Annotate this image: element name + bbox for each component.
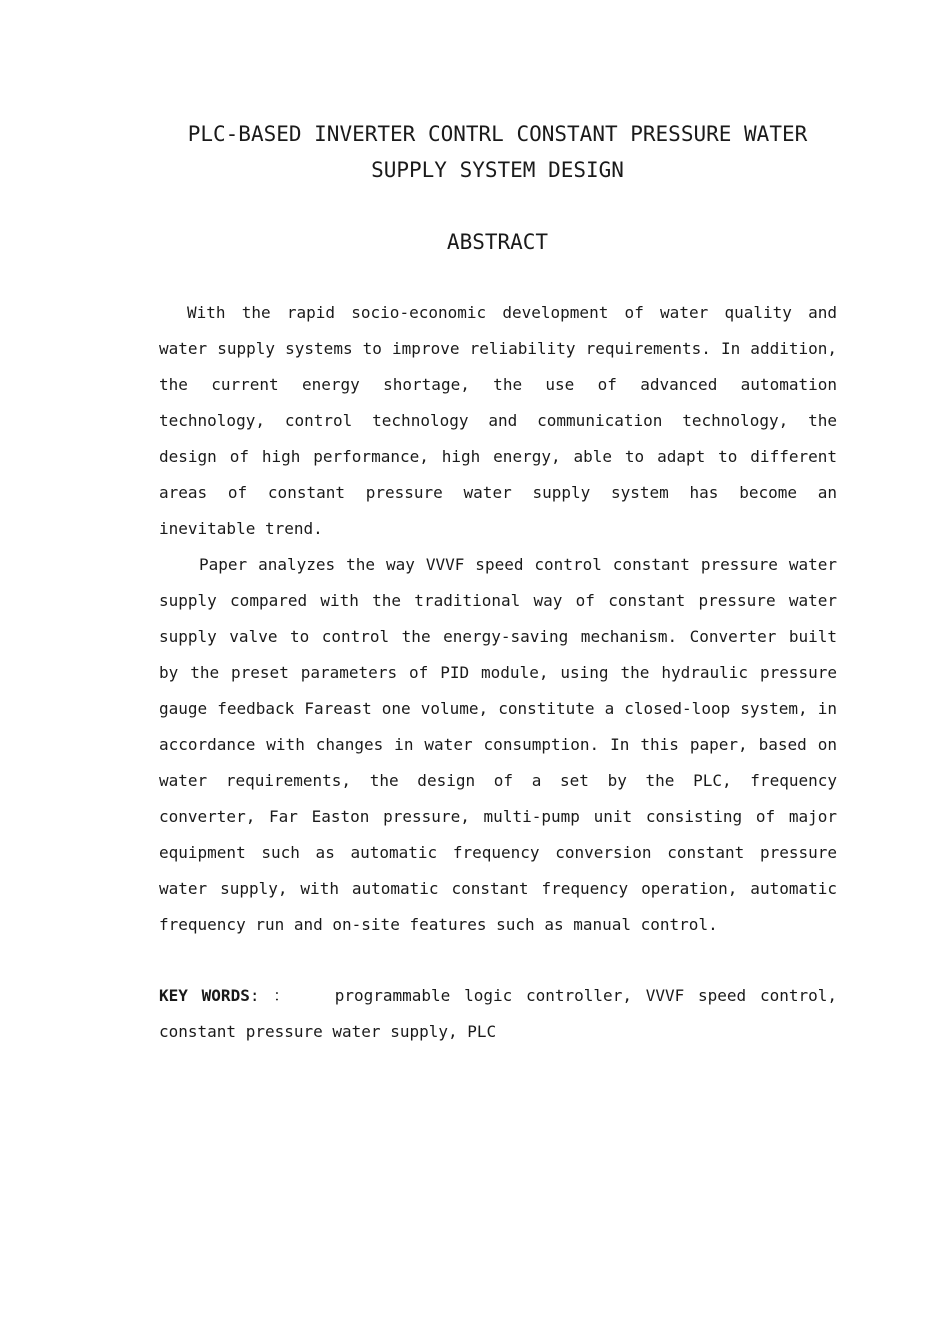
abstract-paragraph-1: With the rapid socio-economic development of water quality and water supply systems to improve reliability requirements. In addition, the current energy shortage, the use of advanced automation technology, control technology and communication technology, the design of high performance, high energy, able to adapt to different areas of constant pressure water supply system has become an inevitable trend.	[159, 303, 837, 538]
title-line-2: SUPPLY SYSTEM DESIGN	[371, 158, 624, 182]
abstract-paragraph-2: Paper analyzes the way VVVF speed control constant pressure water supply compared with the traditional way of constant pressure water supply valve to control the energy-saving mechanism. Converter built by the preset parameters of PID module, using the hydraulic pressure gauge feedback Fareast one volume, constitute a closed-loop system, in accordance with changes in water consumption. In this paper, based on water requirements, the design of a set by the PLC, frequency converter, Far Easton pressure, multi-pump unit consisting of major equipment such as automatic frequency conversion constant pressure water supply, with automatic constant frequency operation, automatic frequency run and on-site features such as manual control.	[159, 555, 837, 934]
keywords-label: KEY WORDS	[159, 986, 250, 1005]
document-title	[100, 116, 895, 188]
keywords-separator: : ：	[249, 986, 294, 1005]
keywords-text: programmable logic controller, VVVF speed control, constant pressure water supply, PLC	[159, 986, 838, 1041]
abstract-heading: ABSTRACT	[446, 230, 549, 254]
title-line-1: PLC-BASED INVERTER CONTRL CONSTANT PRESSURE WATER	[187, 122, 808, 146]
keywords-section	[159, 978, 837, 1050]
